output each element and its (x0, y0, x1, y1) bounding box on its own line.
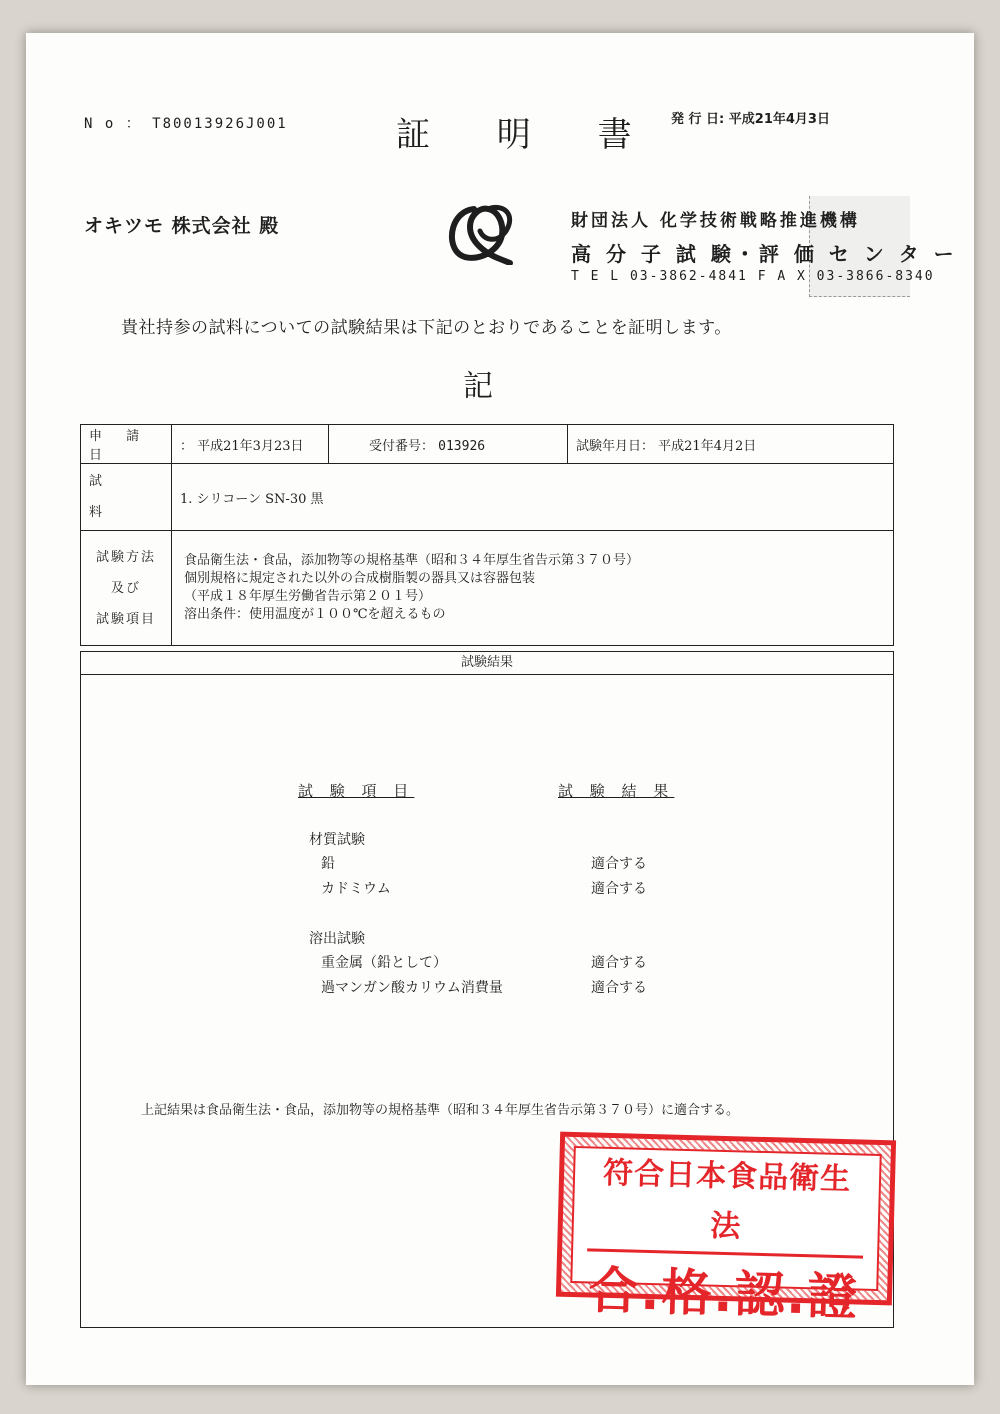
test-date-cell (568, 425, 894, 464)
method-row (81, 531, 894, 646)
sample-row (81, 464, 894, 531)
intro-statement: 貴社持参の試料についての試験結果は下記のとおりであることを証明します。 (121, 318, 732, 338)
test-date-value: 平成21年4月2日 (658, 438, 757, 454)
document-number: N o ： T80013926J001 (84, 116, 288, 132)
ki-heading: 記 (463, 369, 493, 404)
item-result: 適合する (591, 955, 647, 971)
column-test-item: 試 験 項 目 (298, 782, 415, 800)
certification-stamp-inner (570, 1146, 881, 1327)
application-info-table (80, 424, 894, 646)
organization-logo-icon (444, 201, 520, 265)
group-elution-test: 溶出試験 (309, 931, 365, 947)
apply-date-value: ： 平成21年3月23日 (172, 425, 329, 464)
certification-stamp-bottom: 合.格.認.證 (587, 1261, 861, 1327)
issuer-organization: 財団法人 化学技術戦略推進機構 (571, 211, 860, 231)
certification-stamp (556, 1132, 896, 1327)
receipt-number-label: 受付番号： (369, 438, 435, 454)
issue-date: 発 行 日: 平成21年4月3日 (671, 112, 830, 127)
certification-stamp-top: 符合日本食品衛生法 (587, 1148, 866, 1258)
method-details (172, 531, 894, 646)
method-line: 溶出条件：使用温度が１００℃を超えるもの (184, 607, 446, 622)
issuer-contact: T E L 03-3862-4841 F A X 03-3866-8340 (571, 269, 935, 284)
method-line: （平成１８年厚生労働省告示第２０１号） (184, 589, 432, 604)
item-name: 重金属（鉛として） (321, 955, 447, 971)
method-label-line3: 試験項目 (95, 611, 156, 627)
item-name: カドミウム (321, 881, 391, 897)
method-label-line1: 試験方法 (95, 549, 156, 565)
column-test-result: 試 験 結 果 (558, 782, 675, 800)
item-result: 適合する (591, 980, 647, 996)
conclusion-statement: 上記結果は食品衛生法・食品，添加物等の規格基準（昭和３４年厚生省告示第３７０号）に適合する。 (141, 1103, 740, 1118)
method-line: 食品衛生法・食品，添加物等の規格基準（昭和３４年厚生省告示第３７０号） (184, 553, 640, 568)
sample-label: 試 料 (81, 464, 172, 531)
test-date-label: 試験年月日： (576, 438, 655, 454)
group-material-test: 材質試験 (309, 832, 365, 848)
issuer-center: 高 分 子 試 験・評 価 セ ン タ ー (571, 242, 958, 266)
item-name: 過マンガン酸カリウム消費量 (321, 980, 503, 996)
results-heading: 試験結果 (81, 652, 893, 675)
apply-date-label: 申 請 日 (81, 425, 172, 464)
item-result: 適合する (591, 881, 647, 897)
application-row (81, 425, 894, 464)
method-label (81, 531, 172, 646)
recipient-name: オキツモ 株式会社 殿 (84, 215, 280, 237)
receipt-number-cell (329, 425, 568, 464)
sample-value: 1. シリコーン SN-30 黒 (172, 464, 894, 531)
method-label-line2: 及び (110, 580, 141, 596)
item-name: 鉛 (321, 856, 335, 872)
item-result: 適合する (591, 856, 647, 872)
receipt-number-value: 013926 (438, 438, 486, 454)
document-title: 証 明 書 (396, 115, 660, 155)
method-line: 個別規格に規定された以外の合成樹脂製の器具又は容器包装 (184, 571, 536, 586)
